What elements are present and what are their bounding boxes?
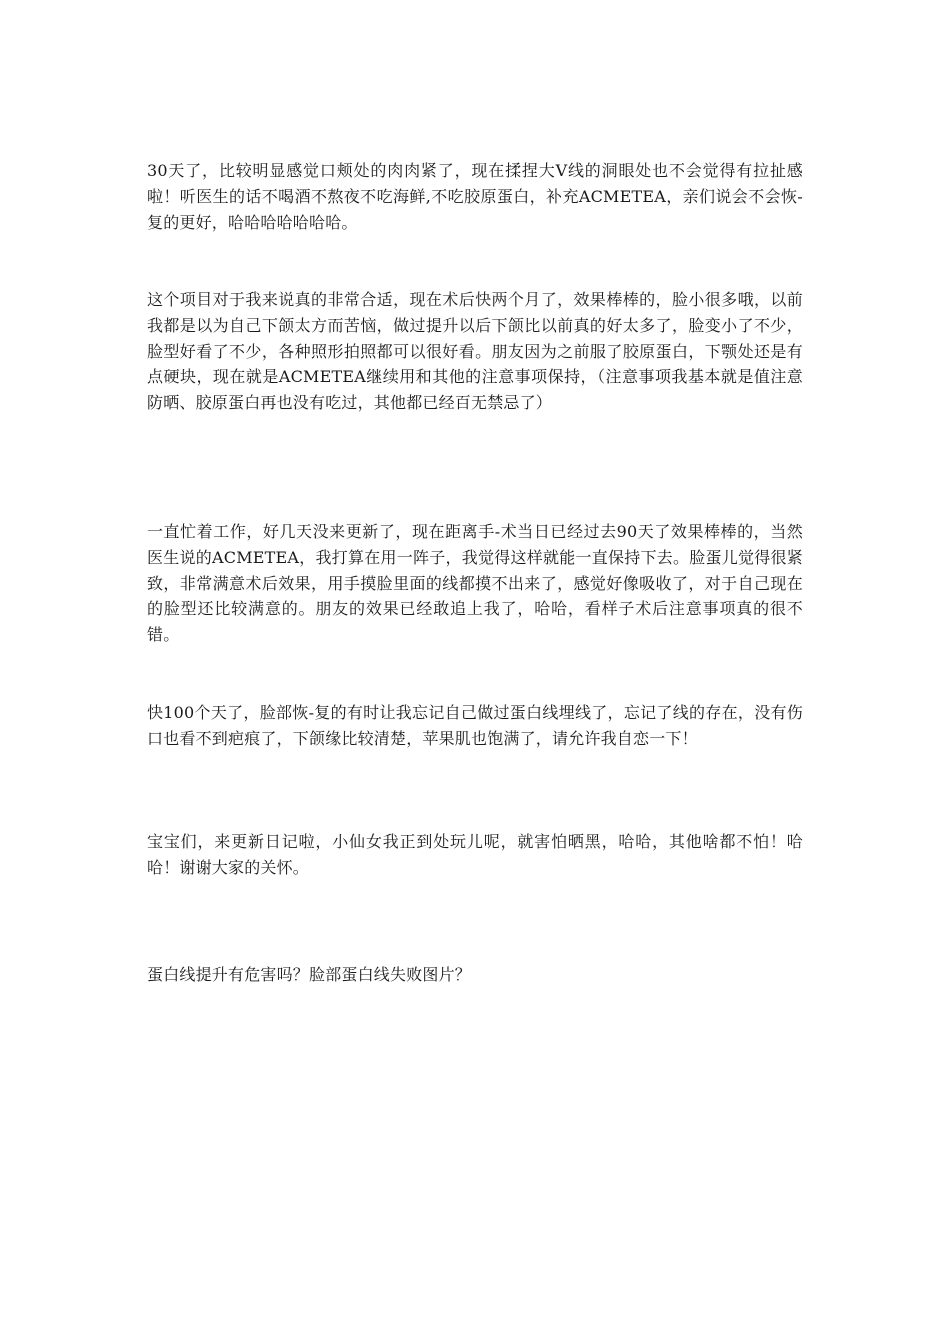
paragraph-day-90: 一直忙着工作，好几天没来更新了，现在距离手-术当日已经过去90天了效果棒棒的，当然医生说的ACMETEA，我打算在用一阵子，我觉得这样就能一直保持下去。脸蛋儿觉得很紧致，非常满意术后效果，用手摸脸里面的线都摸不出来了，感觉好像吸收了，对于自己现在的脸型还比较满意的。朋友的效果已经敢追上我了，哈哈，看样子术后注意事项真的很不错。 xyxy=(147,522,803,645)
paragraph-diary-update: 宝宝们，来更新日记啦，小仙女我正到处玩儿呢，就害怕晒黑，哈哈，其他啥都不怕！哈哈！谢谢大家的关怀。 xyxy=(147,832,803,877)
paragraph-two-months: 这个项目对于我来说真的非常合适，现在术后快两个月了，效果棒棒的，脸小很多哦，以前我都是以为自己下颌太方而苦恼，做过提升以后下颌比以前真的好太多了，脸变小了不少，脸型好看了不少，各种照形拍照都可以很好看。朋友因为之前服了胶原蛋白，下颚处还是有点硬块，现在就是ACMETEA继续用和其他的注意事项保持，（注意事项我基本就是值注意防晒、胶原蛋白再也没有吃过，其他都已经百无禁忌了） xyxy=(147,290,803,413)
paragraph-day-100: 快100个天了，脸部恢-复的有时让我忘记自己做过蛋白线埋线了，忘记了线的存在，没有伤口也看不到疤痕了，下颌缘比较清楚，苹果肌也饱满了，请允许我自恋一下！ xyxy=(147,703,803,748)
paragraph-question: 蛋白线提升有危害吗？脸部蛋白线失败图片？ xyxy=(147,965,472,984)
paragraph-day-30: 30天了，比较明显感觉口颊处的肉肉紧了，现在揉捏大V线的洞眼处也不会觉得有拉扯感啦！听医生的话不喝酒不熬夜不吃海鲜,不吃胶原蛋白，补充ACMETEA，亲们说会不会恢-复的更好，哈哈哈哈哈哈哈。 xyxy=(147,161,803,232)
